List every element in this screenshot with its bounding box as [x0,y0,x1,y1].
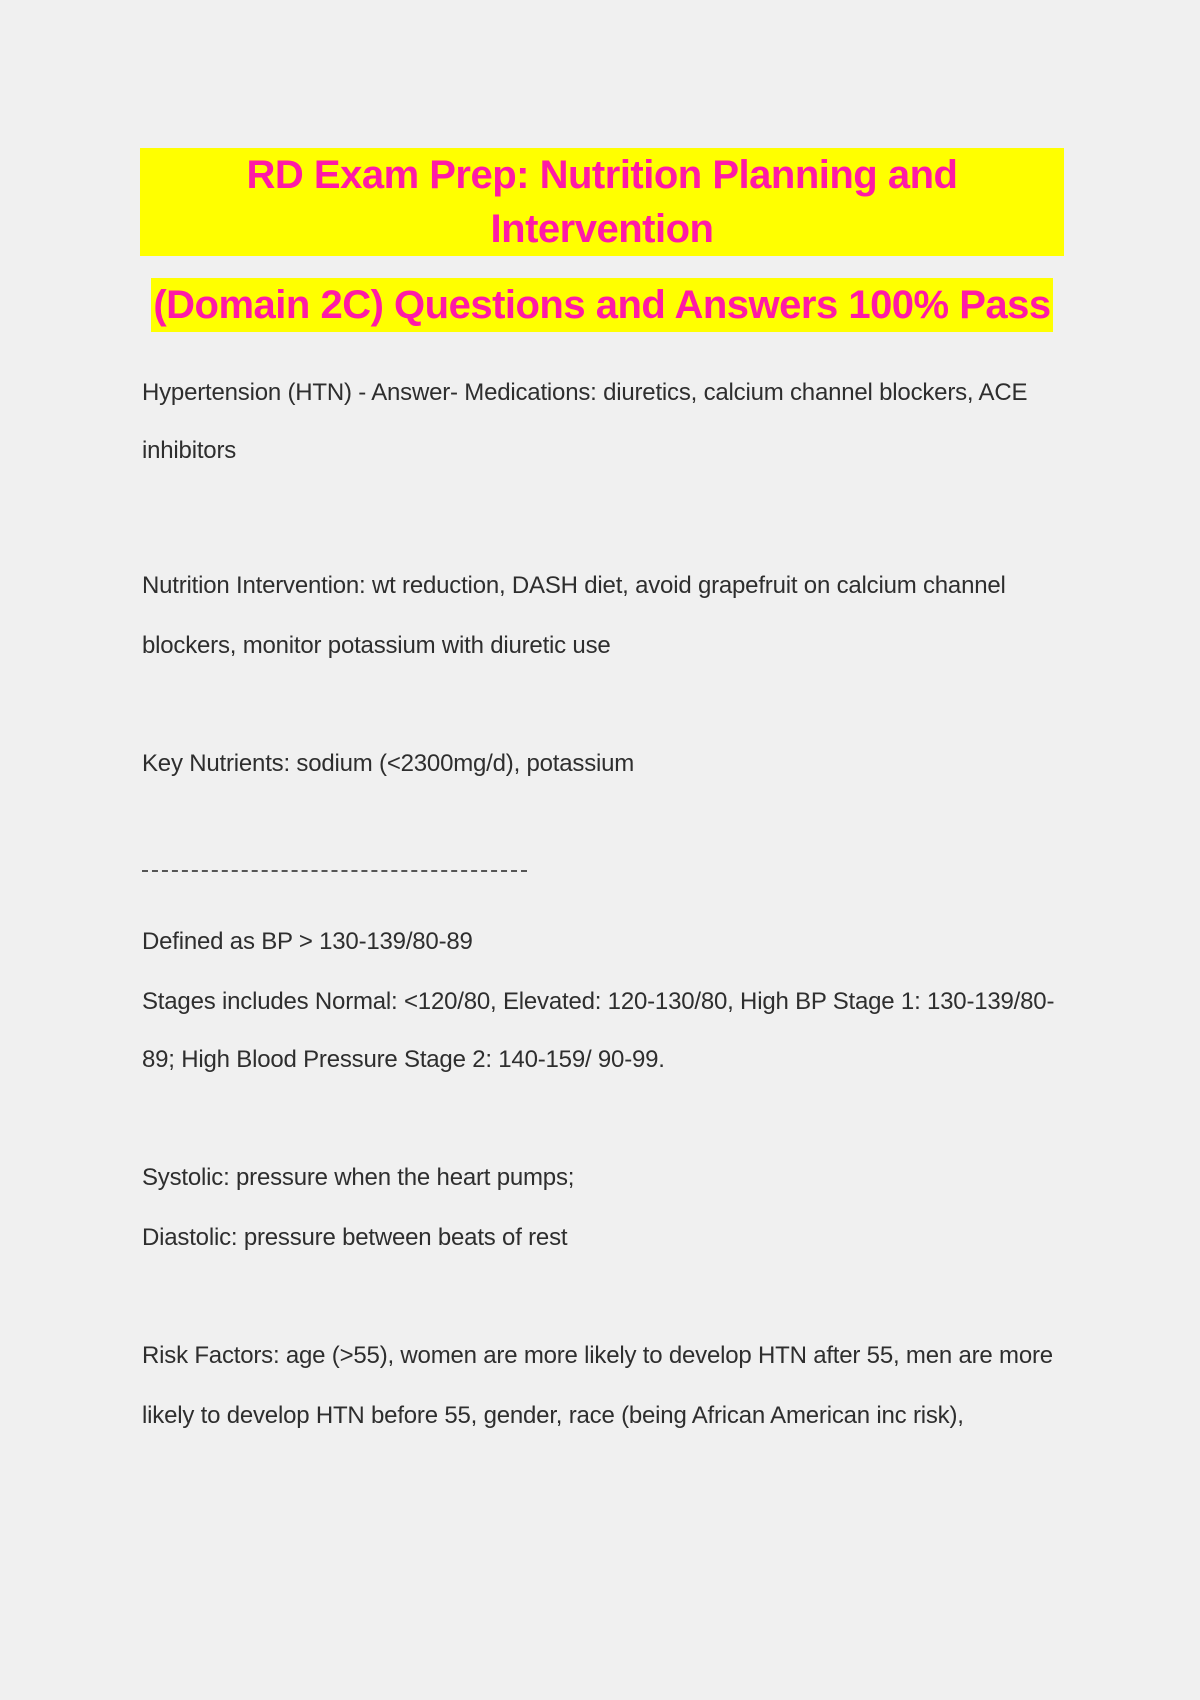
nutrition-intervention-line-cont: blockers, monitor potassium with diuretic use [142,632,611,659]
diastolic-line: Diastolic: pressure between beats of rest [142,1224,568,1251]
htn-medications-line-cont: inhibitors [142,437,237,464]
nutrition-intervention-line: Nutrition Intervention: wt reduction, DASH diet, avoid grapefruit on calcium channel [142,572,1006,599]
bp-stages-line-cont: 89; High Blood Pressure Stage 2: 140-159/ 90-99. [142,1046,665,1073]
section-divider [142,870,527,872]
title-line-2: (Domain 2C) Questions and Answers 100% Pass [151,278,1052,332]
document-title [140,148,1064,332]
risk-factors-line: Risk Factors: age (>55), women are more likely to develop HTN after 55, men are more [142,1342,1053,1369]
bp-stages-line: Stages includes Normal: <120/80, Elevated: 120-130/80, High BP Stage 1: 130-139/80- [142,988,1055,1015]
bp-definition-line: Defined as BP > 130-139/80-89 [142,928,473,955]
key-nutrients-line: Key Nutrients: sodium (<2300mg/d), potassium [142,750,635,777]
htn-medications-line: Hypertension (HTN) - Answer- Medications: diuretics, calcium channel blockers, ACE [142,379,1028,406]
title-line-1: RD Exam Prep: Nutrition Planning and Intervention [140,148,1064,256]
systolic-line: Systolic: pressure when the heart pumps; [142,1164,575,1191]
risk-factors-line-cont: likely to develop HTN before 55, gender, race (being African American inc risk), [142,1402,964,1429]
